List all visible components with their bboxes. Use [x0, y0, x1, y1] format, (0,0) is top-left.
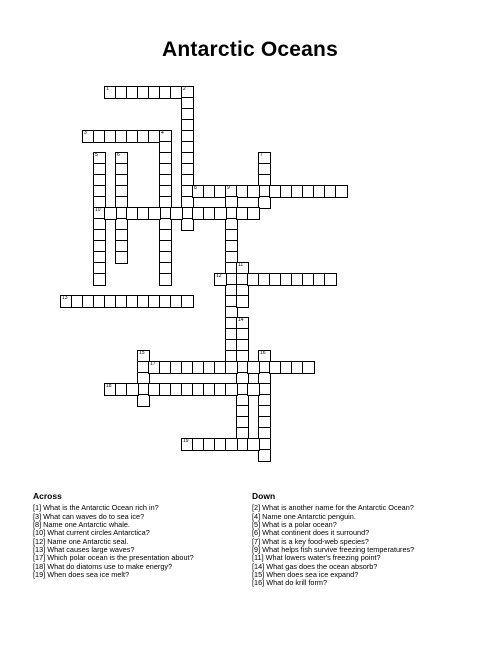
grid-cell[interactable] — [104, 207, 117, 220]
clue-number: 6 — [117, 152, 120, 158]
grid-cell[interactable] — [225, 383, 238, 396]
clue-number: 17 — [150, 361, 156, 367]
clue-number: 16 — [260, 350, 266, 356]
down-clue: [16] What do krill form? — [252, 578, 328, 588]
grid-cell[interactable] — [335, 185, 348, 198]
clue-number: 7 — [260, 152, 263, 158]
down-clue: [9] What helps fish survive freezing temperatures? — [252, 545, 415, 555]
grid-cell[interactable] — [247, 383, 260, 396]
across-clue: [12] Name one Antarctic seal. — [33, 536, 129, 546]
clue-number: 10 — [95, 207, 101, 213]
grid-cell[interactable] — [148, 207, 161, 220]
clue-number: 18 — [106, 383, 112, 389]
clue-number: 15 — [139, 350, 145, 356]
across-clue: [18] What do diatoms use to make energy? — [33, 561, 173, 571]
grid-cell[interactable] — [247, 185, 260, 198]
across-clue: [19] When does sea ice melt? — [33, 570, 130, 580]
down-heading: Down — [252, 491, 276, 501]
clue-number: 14 — [238, 317, 244, 323]
across-clue: [8] Name one Antarctic whale. — [33, 520, 130, 530]
grid-cell[interactable] — [93, 273, 106, 286]
down-clue: [2] What is another name for the Antarctic Ocean? — [252, 503, 414, 513]
across-clue: [10] What current circles Antarctica? — [33, 528, 150, 538]
grid-cell[interactable] — [302, 361, 315, 374]
down-clue: [6] What continent does it surround? — [252, 528, 370, 538]
clue-number: 5 — [95, 152, 98, 158]
down-clue: [5] What is a polar ocean? — [252, 520, 337, 530]
clue-number: 1 — [106, 86, 109, 92]
grid-cell[interactable] — [247, 438, 260, 451]
grid-cell[interactable] — [214, 207, 227, 220]
clue-number: 13 — [62, 295, 68, 301]
across-heading: Across — [33, 491, 62, 501]
down-clue-list — [252, 504, 414, 587]
down-clue: [4] Name one Antarctic penguin. — [252, 511, 356, 521]
across-clue-list — [33, 504, 194, 579]
grid-cell[interactable] — [115, 251, 128, 264]
grid-cell[interactable] — [181, 295, 194, 308]
grid-cell[interactable] — [159, 273, 172, 286]
down-clue: [11] What lowers water's freezing point? — [252, 553, 381, 563]
clue-number: 9 — [227, 185, 230, 191]
grid-cell[interactable] — [170, 207, 183, 220]
grid-cell[interactable] — [247, 361, 260, 374]
grid-cell[interactable] — [225, 361, 238, 374]
grid-cell[interactable] — [247, 207, 260, 220]
across-clue: [13] What causes large waves? — [33, 545, 135, 555]
down-clue: [14] What gas does the ocean absorb? — [252, 561, 378, 571]
clue-number: 2 — [183, 86, 186, 92]
grid-cell[interactable] — [126, 383, 139, 396]
down-clues — [252, 492, 414, 588]
down-clue: [7] What is a key food-web species? — [252, 536, 369, 546]
down-clue: [15] When does sea ice expand? — [252, 570, 359, 580]
clue-number: 12 — [216, 273, 222, 279]
across-clues — [33, 492, 194, 579]
across-clue: [3] What can waves do to sea ice? — [33, 511, 145, 521]
clue-number: 19 — [183, 438, 189, 444]
clue-number: 4 — [161, 130, 164, 136]
clue-number: 3 — [84, 130, 87, 136]
grid-cell[interactable] — [324, 273, 337, 286]
grid-cell[interactable] — [236, 295, 249, 308]
clue-number: 8 — [194, 185, 197, 191]
clue-number: 11 — [238, 262, 244, 268]
across-clue: [1] What is the Antarctic Ocean rich in? — [33, 503, 159, 513]
across-clue: [17] Which polar ocean is the presentation about? — [33, 553, 194, 563]
grid-cell[interactable] — [225, 438, 238, 451]
page-title: Antarctic Oceans — [162, 38, 338, 61]
grid-cell[interactable] — [214, 273, 227, 286]
